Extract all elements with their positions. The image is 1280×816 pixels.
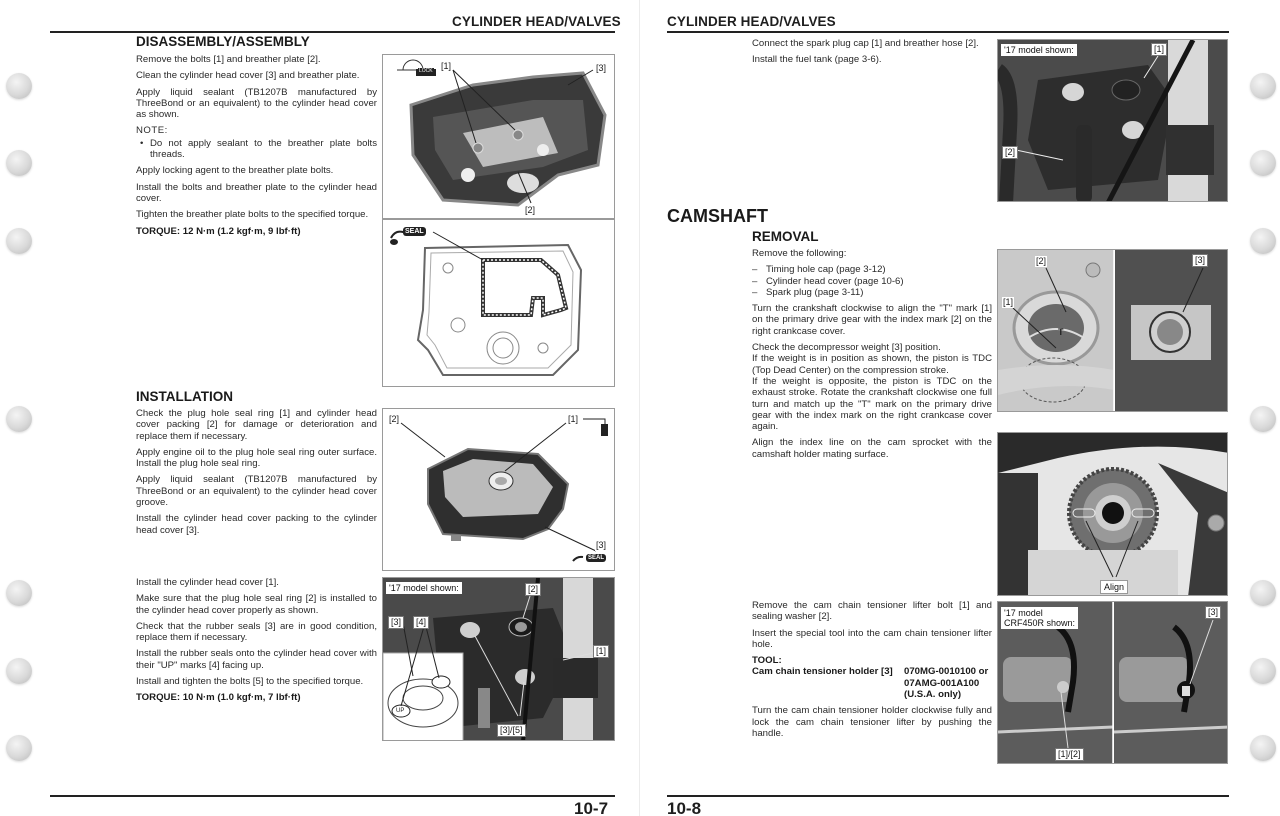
align-caption: Align [1100,580,1128,594]
step: Install the fuel tank (page 3-6). [752,54,882,66]
remove-item: – Timing hole cap (page 3-12) [752,264,992,275]
sprocket-photo [998,433,1228,596]
callout-2: [2] [1036,256,1047,266]
torque-spec: TORQUE: 10 N·m (1.0 kgf·m, 7 lbf·ft) [136,692,301,704]
step: Insert the special tool into the cam chain tensioner lifter hole. [752,627,992,650]
callout-3-5: [3]/[5] [497,724,526,737]
callout-2: [2] [525,583,541,596]
step: Install the rubber seals onto the cylinder head cover with their "UP" marks [4] facing up. [136,648,377,671]
step: Check that the rubber seals [3] are in good condition, replace them if necessary. [136,620,377,644]
remove-item: – Spark plug (page 3-11) [752,287,992,298]
binder-hole [1250,580,1276,606]
header-rule [667,31,1229,33]
cover-packing-illustration [383,409,615,571]
head-cover-illustration [383,55,615,219]
disassembly-text [136,54,377,242]
step: Turn the cam chain tensioner holder clockwise fully and lock the cam chain tensioner lifter by pushing the handle. [752,705,992,739]
binder-hole [1250,228,1276,254]
section-title-disassembly: DISASSEMBLY/ASSEMBLY [136,34,310,49]
running-head: CYLINDER HEAD/VALVES [667,14,836,29]
binder-hole [6,735,32,761]
seal-icon: SEAL [405,228,424,235]
step: Clean the cylinder head cover [3] and breather plate. [136,70,360,82]
step: Tighten the breather plate bolts to the specified torque. [136,209,369,221]
step: Install the bolts and breather plate to the cylinder head cover. [136,181,377,204]
step: Remove the bolts [1] and breather plate [2]. [136,54,321,65]
torque-spec: TORQUE: 12 N·m (1.2 kgf·m, 9 lbf·ft) [136,225,301,237]
page-number: 10-7 [574,799,609,816]
seal-icon: SEAL [588,555,605,561]
figure-spark-plug-cap-photo [997,39,1228,202]
binder-hole [1250,406,1276,432]
installation-text-2 [136,577,377,709]
tool-spec [752,666,992,700]
installation-text [136,408,377,541]
up-mark: UP [396,708,405,714]
footer-rule [50,795,615,797]
callout-3: [3] [1192,254,1208,267]
note-label: NOTE: [136,125,168,137]
binder-hole [1250,150,1276,176]
figure-caption: '17 model shown: [386,582,462,594]
callout-2: [2] [1002,146,1018,159]
callout-1: [1] [568,414,579,424]
step: Install and tighten the bolts [5] to the specified torque. [136,676,364,688]
binder-hole [6,150,32,176]
timing-photo [998,250,1228,412]
binder-hole [6,580,32,606]
step: Connect the spark plug cap [1] and breather hose [2]. [752,38,979,49]
engine-photo [383,578,615,741]
step: If the weight is in position as shown, the piston is TDC (Top Dead Center) on the compression stroke. [752,353,992,376]
step: Turn the crankshaft clockwise to align the "T" mark [1] on the primary drive gear with the index mark [2] on the right crankcase cover. [752,303,992,337]
tool-number: 070MG-0010100 or 07AMG-001A100 (U.S.A. only) [904,666,989,701]
callout-4: [4] [413,616,429,629]
binder-hole [6,73,32,99]
intro-text [752,38,992,71]
binder-hole [6,658,32,684]
lock-icon: LOCK [419,68,433,74]
figure-caption [1001,607,1078,629]
callout-2: [2] [389,414,400,424]
remove-intro: Remove the following: [752,248,847,259]
step: Check the plug hole seal ring [1] and cylinder head cover packing [2] for damage or deterioration and replace them if necessary. [136,408,377,442]
right-page [640,0,1280,816]
step: Apply liquid sealant (TB1207B manufactured by ThreeBond or an equivalent) to the cylinder head cover groove. [136,474,377,509]
figure-tensioner-photo [997,601,1228,764]
callout-1-2: [1]/[2] [1055,748,1084,761]
tool-label: TOOL: [752,655,782,667]
header-rule [50,31,615,33]
figure-caption: '17 model shown: [1001,44,1077,56]
tool-name: Cam chain tensioner holder [3] [752,666,893,678]
binder-hole [1250,735,1276,761]
callout-3: [3] [1205,606,1221,619]
svg-text:T: T [1058,327,1064,337]
sealant-line-drawing [383,220,615,387]
page-number: 10-8 [667,799,702,816]
figure-timing-marks-photo [997,249,1228,412]
callout-1: [1] [593,645,609,658]
callout-2: [2] [525,205,536,215]
figure-sealant-pattern [382,219,615,387]
step: Make sure that the plug hole seal ring [2] is installed to the cylinder head cover properly as shown. [136,593,377,616]
note-item: • Do not apply sealant to the breather plate bolts threads. [136,138,377,161]
section-title-removal: REMOVAL [752,229,819,244]
step: Align the index line on the cam sprocket with the camshaft holder mating surface. [752,437,992,460]
step: Apply engine oil to the plug hole seal ring outer surface. Install the plug hole seal ring. [136,446,377,470]
step: Install the cylinder head cover [1]. [136,577,279,588]
section-title-camshaft: CAMSHAFT [667,206,768,226]
callout-1: [1] [1003,297,1014,307]
footer-rule [667,795,1229,797]
caption-line: CRF450R shown: [1004,618,1076,628]
remove-item: – Cylinder head cover (page 10-6) [752,276,992,287]
binder-hole [6,406,32,432]
callout-1: [1] [441,61,452,71]
figure-cam-sprocket-photo [997,432,1228,596]
tensioner-text [752,600,992,744]
step: Apply locking agent to the breather plate bolts. [136,165,334,177]
binder-hole [1250,658,1276,684]
step: If the weight is opposite, the piston is TDC on the exhaust stroke. Rotate the crankshaft clockwise one full turn and match up the "T" mark on the primary drive gear with the index mark on the right crankcase cover again. [752,375,992,433]
callout-3: [3] [596,540,607,550]
binder-hole [6,228,32,254]
binder-hole [1250,73,1276,99]
step: Apply liquid sealant (TB1207B manufactured by ThreeBond or an equivalent) to the cylinder head cover as shown. [136,86,377,121]
figure-cover-packing [382,408,615,571]
step: Install the cylinder head cover packing to the cylinder head cover [3]. [136,513,377,536]
callout-1: [1] [1151,43,1167,56]
engine-photo [998,40,1228,202]
figure-head-cover-breather [382,54,615,219]
callout-3: [3] [388,616,404,629]
step: Check the decompressor weight [3] position. [752,342,941,354]
running-head: CYLINDER HEAD/VALVES [452,14,621,29]
step: Remove the cam chain tensioner lifter bolt [1] and sealing washer [2]. [752,600,992,623]
caption-line: '17 model [1004,608,1043,618]
removal-text [752,248,992,465]
callout-3: [3] [596,63,607,73]
figure-installed-cover-photo [382,577,615,741]
section-title-installation: INSTALLATION [136,389,233,404]
